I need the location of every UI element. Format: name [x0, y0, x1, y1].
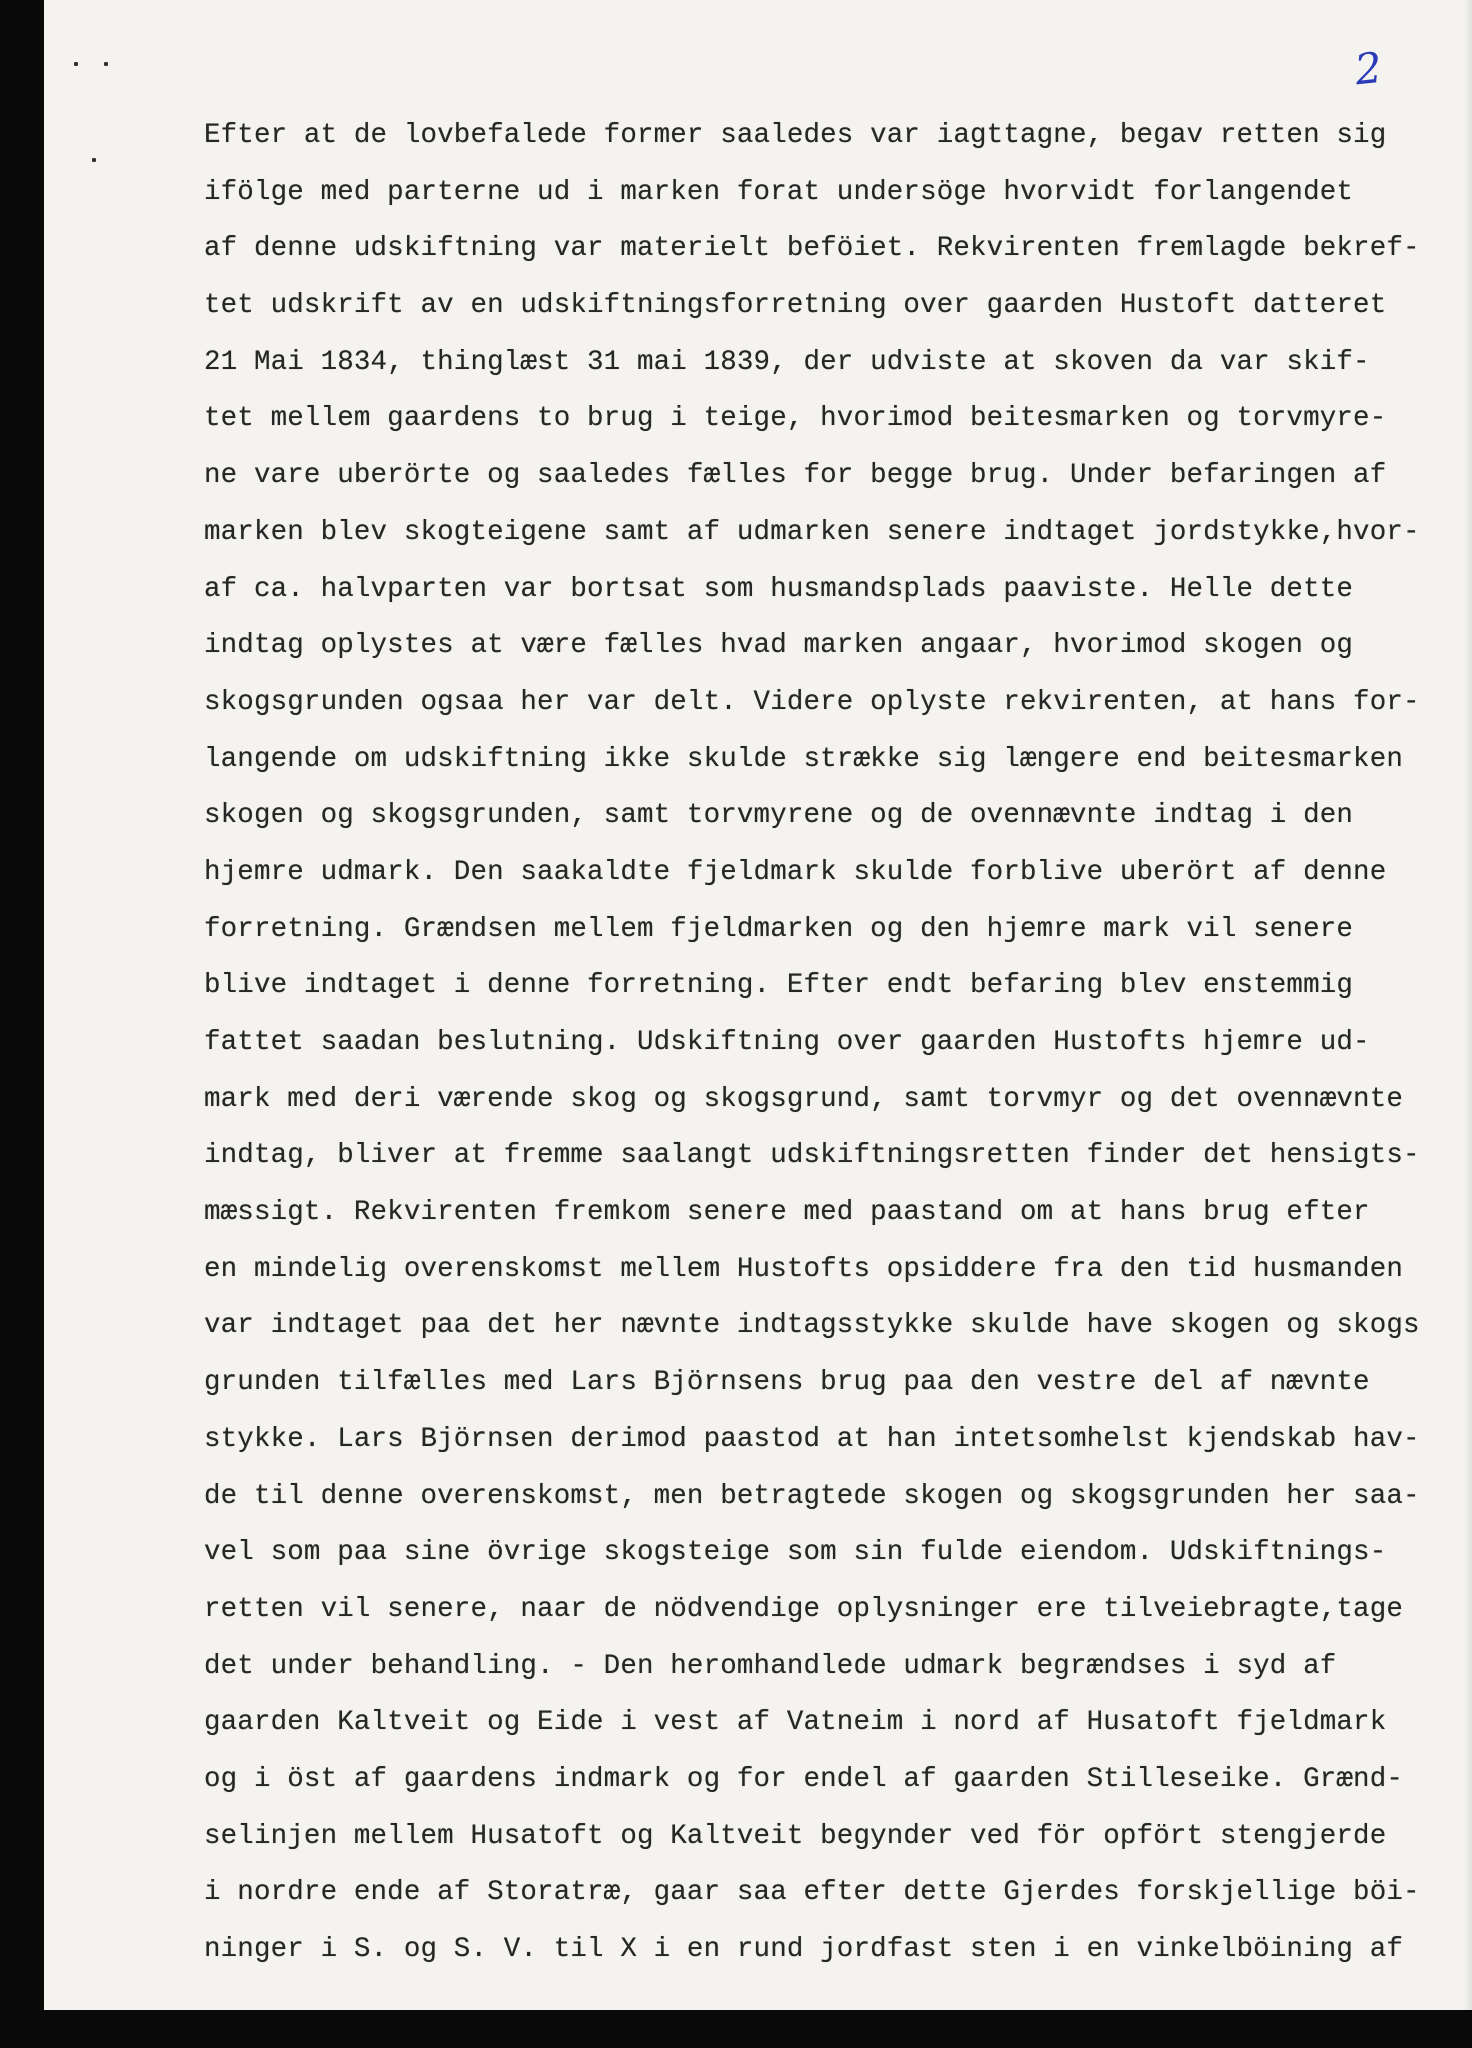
text-line: tet mellem gaardens to brug i teige, hvorimod beitesmarken og torvmyre- [204, 403, 1387, 435]
text-line: indtag, bliver at fremme saalangt udskiftningsretten finder det hensigts- [204, 1140, 1420, 1172]
text-line: blive indtaget i denne forretning. Efter endt befaring blev enstemmig [204, 970, 1354, 1002]
text-line: skogen og skogsgrunden, samt torvmyrene og de ovennævnte indtag i den [204, 800, 1354, 832]
text-line: indtag oplystes at være fælles hvad marken angaar, hvorimod skogen og [204, 630, 1354, 662]
text-line: 21 Mai 1834, thinglæst 31 mai 1839, der udviste at skoven da var skif- [204, 346, 1370, 378]
text-line: vel som paa sine övrige skogsteige som sin fulde eiendom. Udskiftnings- [204, 1537, 1387, 1569]
text-line: en mindelig overenskomst mellem Hustofts opsiddere fra den tid husmanden [204, 1253, 1403, 1285]
text-line: grunden tilfælles med Lars Björnsens brug paa den vestre del af nævnte [204, 1367, 1370, 1399]
text-line: i nordre ende af Storatræ, gaar saa efter dette Gjerdes forskjellige böi- [204, 1877, 1420, 1909]
text-line: gaarden Kaltveit og Eide i vest af Vatneim i nord af Husatoft fjeldmark [204, 1707, 1387, 1739]
text-line: stykke. Lars Björnsen derimod paastod at han intetsomhelst kjendskab hav- [204, 1423, 1420, 1455]
text-line: og i öst af gaardens indmark og for endel af gaarden Stilleseike. Grænd- [204, 1763, 1403, 1795]
text-line: det under behandling. - Den heromhandlede udmark begrændses i syd af [204, 1650, 1337, 1682]
text-line: fattet saadan beslutning. Udskiftning over gaarden Hustofts hjemre ud- [204, 1027, 1370, 1058]
text-line: ninger i S. og S. V. til X i en rund jordfast sten i en vinkelböining af [204, 1934, 1403, 1965]
text-line: mark med deri værende skog og skogsgrund, samt torvmyr og det ovennævnte [204, 1083, 1403, 1115]
text-line: tet udskrift av en udskiftningsforretning over gaarden Hustoft datteret [204, 290, 1387, 322]
margin-mark [104, 62, 108, 66]
text-line: de til denne overenskomst, men betragtede skogen og skogsgrunden her saa- [204, 1480, 1420, 1512]
text-line: var indtaget paa det her nævnte indtagsstykke skulde have skogen og skogs [204, 1310, 1420, 1342]
text-line: ifölge med parterne ud i marken forat undersöge hvorvidt forlangendet [204, 176, 1354, 208]
text-line: langende om udskiftning ikke skulde strække sig længere end beitesmarken [204, 743, 1403, 775]
text-line: af denne udskiftning var materielt beföiet. Rekvirenten fremlagde bekref- [204, 233, 1420, 265]
text-line: marken blev skogteigene samt af udmarken senere indtaget jordstykke,hvor- [204, 516, 1420, 548]
text-line: selinjen mellem Husatoft og Kaltveit begynder ved för opfört stengjerde [204, 1820, 1387, 1852]
margin-mark [74, 62, 78, 66]
text-line: forretning. Grændsen mellem fjeldmarken og den hjemre mark vil senere [204, 913, 1354, 945]
page-number: 2 [1352, 42, 1385, 95]
text-line: skogsgrunden ogsaa her var delt. Videre oplyste rekvirenten, at hans for- [204, 686, 1420, 718]
text-line: ne vare uberörte og saaledes fælles for begge brug. Under befaringen af [204, 460, 1387, 492]
text-line: mæssigt. Rekvirenten fremkom senere med paastand om at hans brug efter [204, 1197, 1370, 1229]
page-edge-shadow [1464, 0, 1472, 2010]
text-line: Efter at de lovbefalede former saaledes var iagttagne, begav retten sig [204, 120, 1387, 151]
document-text [204, 108, 1469, 1979]
margin-mark [92, 158, 96, 162]
text-line: hjemre udmark. Den saakaldte fjeldmark skulde forblive uberört af denne [204, 856, 1387, 888]
text-line: af ca. halvparten var bortsat som husmandsplads paaviste. Helle dette [204, 573, 1354, 605]
text-line: retten vil senere, naar de nödvendige oplysninger ere tilveiebragte,tage [204, 1593, 1403, 1625]
document-page [44, 0, 1472, 2010]
